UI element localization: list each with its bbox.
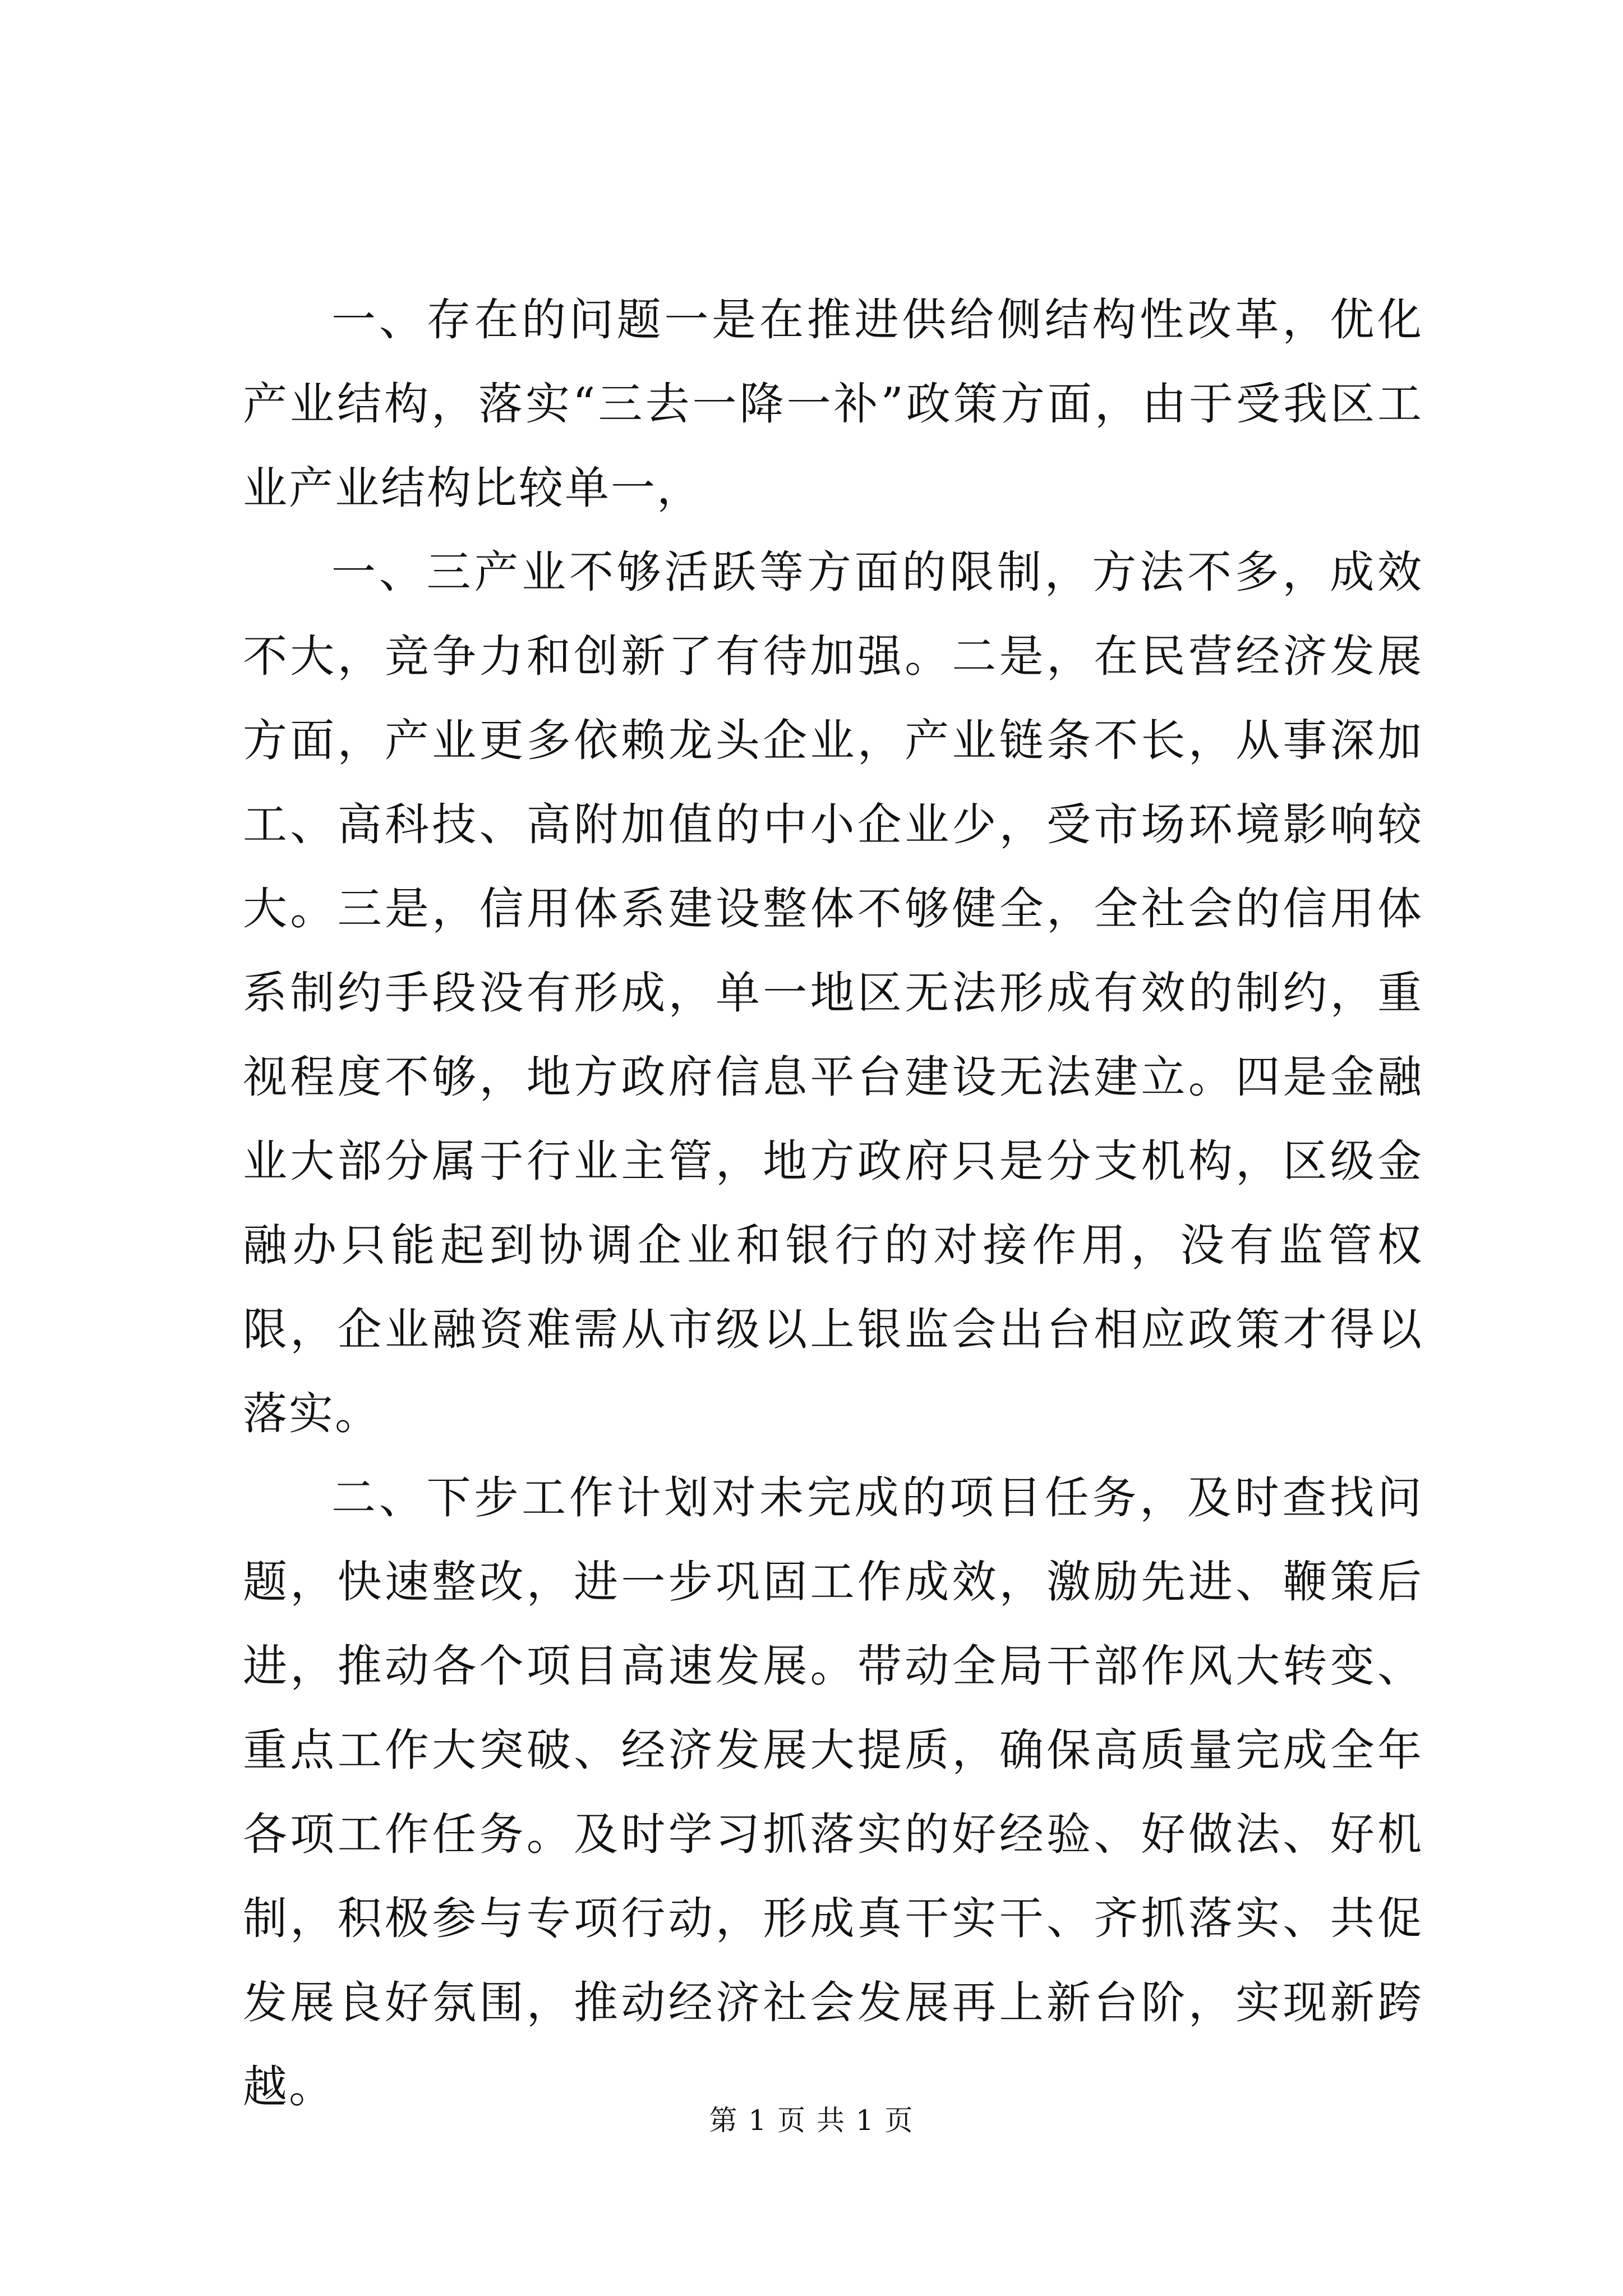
document-body [243, 278, 1423, 2129]
page-footer: 第 1 页 共 1 页 [709, 2104, 914, 2137]
paragraph-problems-detail: 一、三产业不够活跃等方面的限制，方法不多，成效不大，竞争力和创新了有待加强。二是，在民营经济发展方面，产业更多依赖龙头企业，产业链条不长，从事深加工、高科技、高附加值的中小企业少，受市场环境影响较大。三是，信用体系建设整体不够健全，全社会的信用体系制约手段没有形成，单一地区无法形成有效的制约，重视程度不够，地方政府信息平台建设无法建立。四是金融业大部分属于行业主管，地方政府只是分支机构，区级金融办只能起到协调企业和银行的对接作用，没有监管权限，企业融资难需从市级以上银监会出台相应政策才得以落实。 [243, 546, 1423, 1439]
paragraph-problems-intro: 一、存在的问题一是在推进供给侧结构性改革，优化产业结构，落实“三去一降一补”政策方面，由于受我区工业产业结构比较单一， [243, 294, 1423, 514]
paragraph-work-plan: 二、下步工作计划对未完成的项目任务，及时查找问题，快速整改，进一步巩固工作成效，激励先进、鞭策后进，推动各个项目高速发展。带动全局干部作风大转变、重点工作大突破、经济发展大提质，确保高质量完成全年各项工作任务。及时学习抓落实的好经验、好做法、好机制，积极参与专项行动，形成真干实干、齐抓落实、共促发展良好氛围，推动经济社会发展再上新台阶，实现新跨越。 [243, 1472, 1423, 2113]
